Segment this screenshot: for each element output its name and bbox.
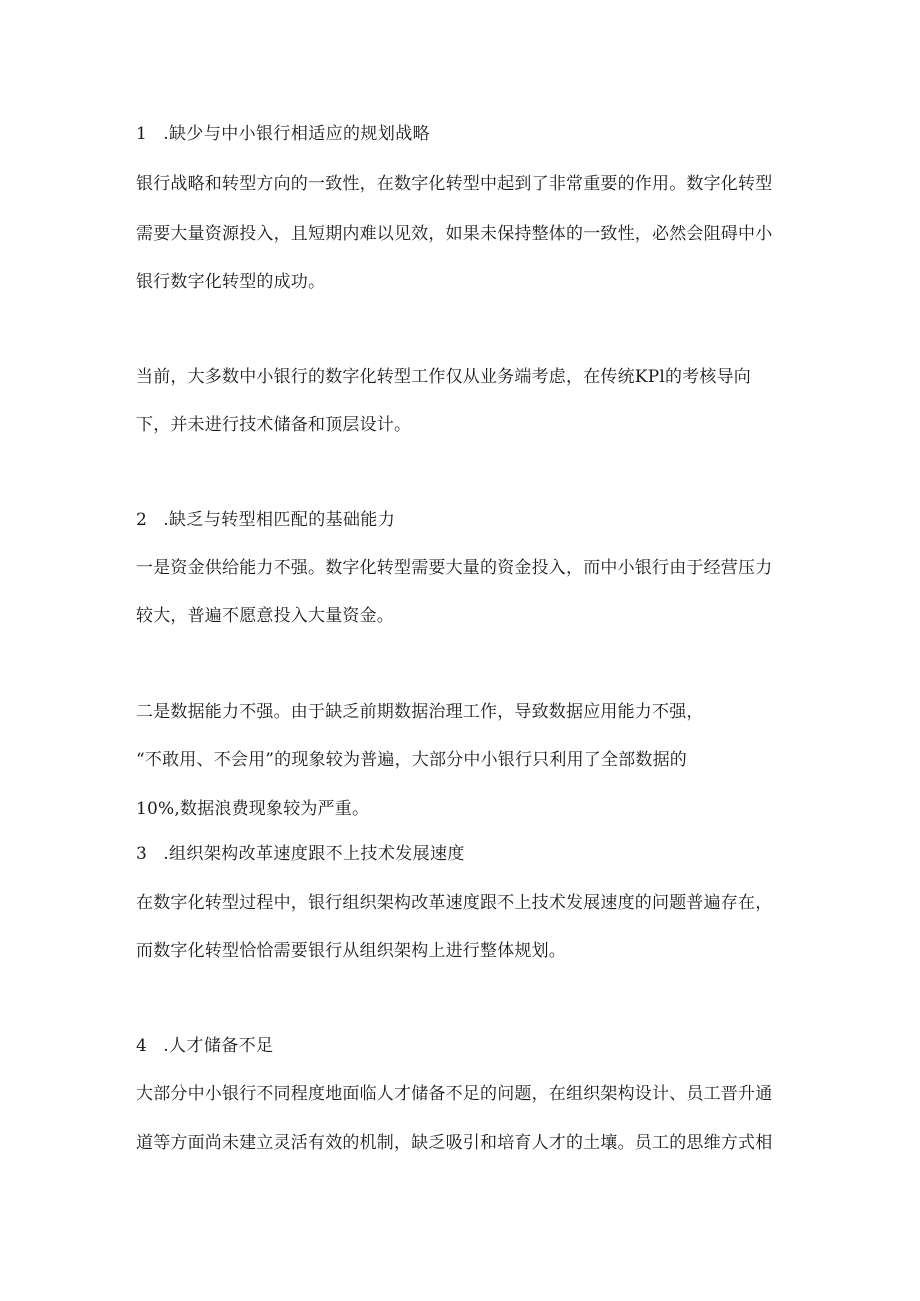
section-4-number: 4 bbox=[136, 1036, 148, 1056]
paragraph-line: 一是资金供给能力不强。数字化转型需要大量的资金投入，而中小银行由于经营压力 bbox=[136, 558, 773, 578]
paragraph-line: 较大，普遍不愿意投入大量资金。 bbox=[136, 606, 394, 626]
paragraph-line: 需要大量资源投入，且短期内难以见效，如果未保持整体的一致性，必然会阻碍中小 bbox=[136, 224, 773, 244]
paragraph-line: 当前，大多数中小银行的数字化转型工作仅从业务端考虑，在传统KPl的考核导向 bbox=[136, 367, 751, 387]
section-2-title: .缺乏与转型相匹配的基础能力 bbox=[163, 510, 396, 530]
section-1-title: .缺少与中小银行相适应的规划战略 bbox=[163, 124, 431, 144]
section-3-number: 3 bbox=[136, 844, 148, 864]
paragraph-line: 银行数字化转型的成功。 bbox=[136, 272, 326, 292]
section-3-heading bbox=[136, 842, 465, 866]
paragraph-line: 10%,数据浪费现象较为严重。 bbox=[136, 799, 370, 819]
paragraph-line: 大部分中小银行不同程度地面临人才储备不足的问题，在组织架构设计、员工晋升通 bbox=[136, 1084, 773, 1104]
section-4-heading bbox=[136, 1034, 273, 1058]
paragraph-line: 二是数据能力不强。由于缺乏前期数据治理工作，导致数据应用能力不强， bbox=[136, 702, 704, 722]
paragraph-line: 下，并未进行技术储备和顶层设计。 bbox=[136, 415, 412, 435]
section-1-number: 1 bbox=[136, 124, 148, 144]
section-2-number: 2 bbox=[136, 510, 148, 530]
section-1-heading bbox=[136, 122, 430, 146]
section-3-title: .组织架构改革速度跟不上技术发展速度 bbox=[163, 844, 465, 864]
paragraph-line: “不敢用、不会用”的现象较为普遍，大部分中小银行只利用了全部数据的 bbox=[136, 750, 687, 770]
paragraph-line: 在数字化转型过程中，银行组织架构改革速度跟不上技术发展速度的问题普遍存在， bbox=[136, 893, 773, 913]
paragraph-line: 道等方面尚未建立灵活有效的机制，缺乏吸引和培育人才的土壤。员工的思维方式相 bbox=[136, 1133, 773, 1153]
paragraph-line: 银行战略和转型方向的一致性，在数字化转型中起到了非常重要的作用。数字化转型 bbox=[136, 174, 773, 194]
paragraph-line: 而数字化转型恰恰需要银行从组织架构上进行整体规划。 bbox=[136, 941, 566, 961]
section-2-heading bbox=[136, 508, 395, 532]
section-4-title: .人才储备不足 bbox=[163, 1036, 274, 1056]
